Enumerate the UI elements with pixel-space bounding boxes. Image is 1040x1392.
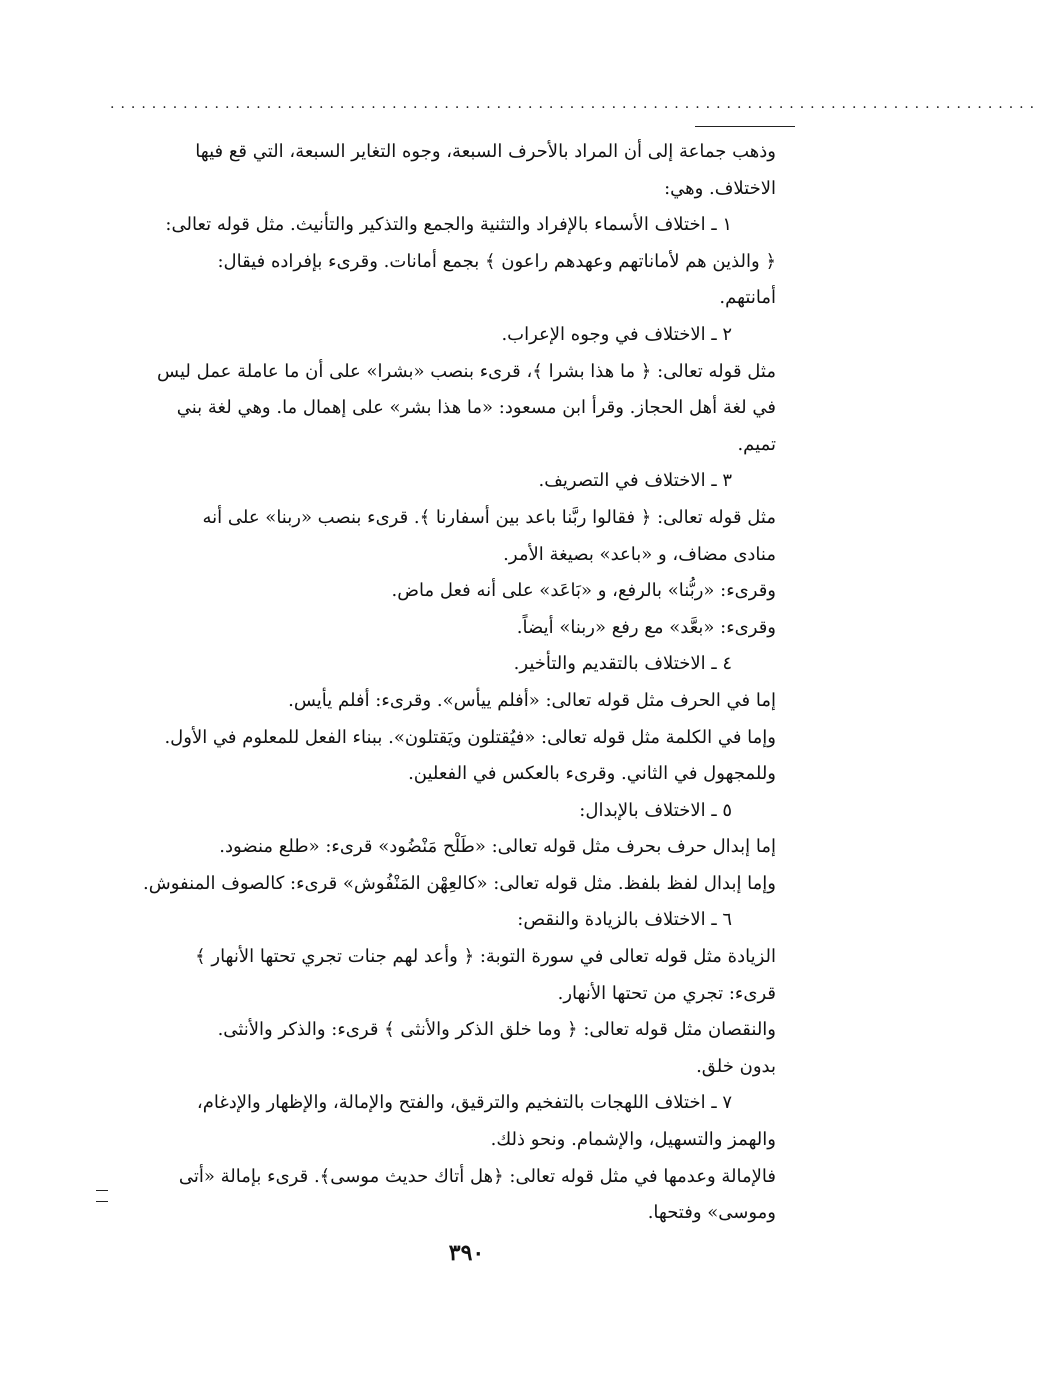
text-line: وإما إبدال لفظ بلفظ. مثل قوله تعالى: «كالعِهْن المَنْفُوش» قرىء: كالصوف المنفوش.: [143, 872, 776, 894]
text-line: مثل قوله تعالى: ﴿ ما هذا بشرا ﴾، قرىء بنصب «بشرا» على أن ما عاملة عمل ليس: [157, 360, 776, 382]
text-line: الزيادة مثل قوله تعالى في سورة التوبة: ﴿ وأعد لهم جنات تجري تحتها الأنهار ﴾: [195, 946, 776, 968]
section-heading: ٧ ـ اختلاف اللهجات بالتفخيم والترقيق، والفتح والإمالة، والإظهار والإدغام،: [196, 1092, 732, 1114]
text-line: مثل قوله تعالى: ﴿ فقالوا ربَّنا باعد بين أسفارنا ﴾. قرىء بنصب «ربنا» على أنه: [202, 506, 776, 528]
text-line: وقرىء: «بعَّد» مع رفع «ربنا» أيضاً.: [516, 616, 776, 638]
text-line: بدون خلق.: [696, 1055, 776, 1077]
text-line: والنقصان مثل قوله تعالى: ﴿ وما خلق الذكر والأنثى ﴾ قرىء: والذكر والأنثى.: [217, 1019, 776, 1041]
text-line: منادى مضاف، و «باعد» بصيغة الأمر.: [503, 543, 776, 565]
text-line: إما إبدال حرف بحرف مثل قوله تعالى: «طَلْح مَنْضُود» قرىء: «طلع منضود.: [219, 836, 776, 858]
text-line: تميم.: [737, 433, 776, 455]
text-line: في لغة أهل الحجاز. وقرأ ابن مسعود: «ما هذا بشر» على إهمال ما. وهي لغة بني: [176, 397, 776, 419]
text-line: قرىء: تجري من تحتها الأنهار.: [557, 982, 776, 1004]
text-line: والهمز والتسهيل، والإشمام. ونحو ذلك.: [490, 1129, 776, 1151]
text-line: إما في الحرف مثل قوله تعالى: «أفلم ييأس». وقرىء: أفلم يأيس.: [288, 689, 776, 711]
section-heading: ٦ ـ الاختلاف بالزيادة والنقص:: [517, 909, 732, 931]
section-heading: ٥ ـ الاختلاف بالإبدال:: [579, 799, 732, 821]
text-line: وللمجهول في الثاني. وقرىء بالعكس في الفعلين.: [408, 763, 776, 785]
text-line: فالإمالة وعدمها في مثل قوله تعالى: ﴿هل أتاك حديث موسى﴾. قرىء بإمالة «أتى: [178, 1165, 776, 1187]
body-text: [106, 134, 776, 1232]
text-line: وذهب جماعة إلى أن المراد بالأحرف السبعة، وجوه التغاير السبعة، التي قع فيها: [195, 141, 776, 162]
footnote-rule: [695, 126, 795, 127]
continuation-mark: [96, 1190, 108, 1202]
text-line: وموسى» وفتحها.: [647, 1202, 776, 1224]
text-line: أمانتهم.: [719, 287, 776, 309]
text-line: الاختلاف. وهي:: [664, 177, 776, 199]
section-heading: ٣ ـ الاختلاف في التصريف.: [538, 470, 732, 492]
text-line: ﴿ والذين هم لأماناتهم وعهدهم راعون ﴾ بجمع أمانات. وقرىء بإفراده فيقال:: [217, 250, 776, 272]
text-line: ١ ـ اختلاف الأسماء بالإفراد والتثنية والجمع والتذكير والتأنيث. مثل قوله تعالى:: [165, 214, 732, 236]
text-line: وإما في الكلمة مثل قوله تعالى: «فيُقتلون ويَقتلون». ببناء الفعل للمعلوم في الأول.: [164, 726, 776, 748]
section-heading: ٢ ـ الاختلاف في وجوه الإعراب.: [501, 323, 732, 345]
dotted-separator: .........................................................................................: [110, 96, 1040, 112]
text-line: وقرىء: «ربُّنا» بالرفع، و «بَاعَد» على أنه فعل ماض.: [391, 580, 776, 602]
page-number: ٣٩٠: [448, 1240, 485, 1266]
section-heading: ٤ ـ الاختلاف بالتقديم والتأخير.: [513, 653, 732, 675]
